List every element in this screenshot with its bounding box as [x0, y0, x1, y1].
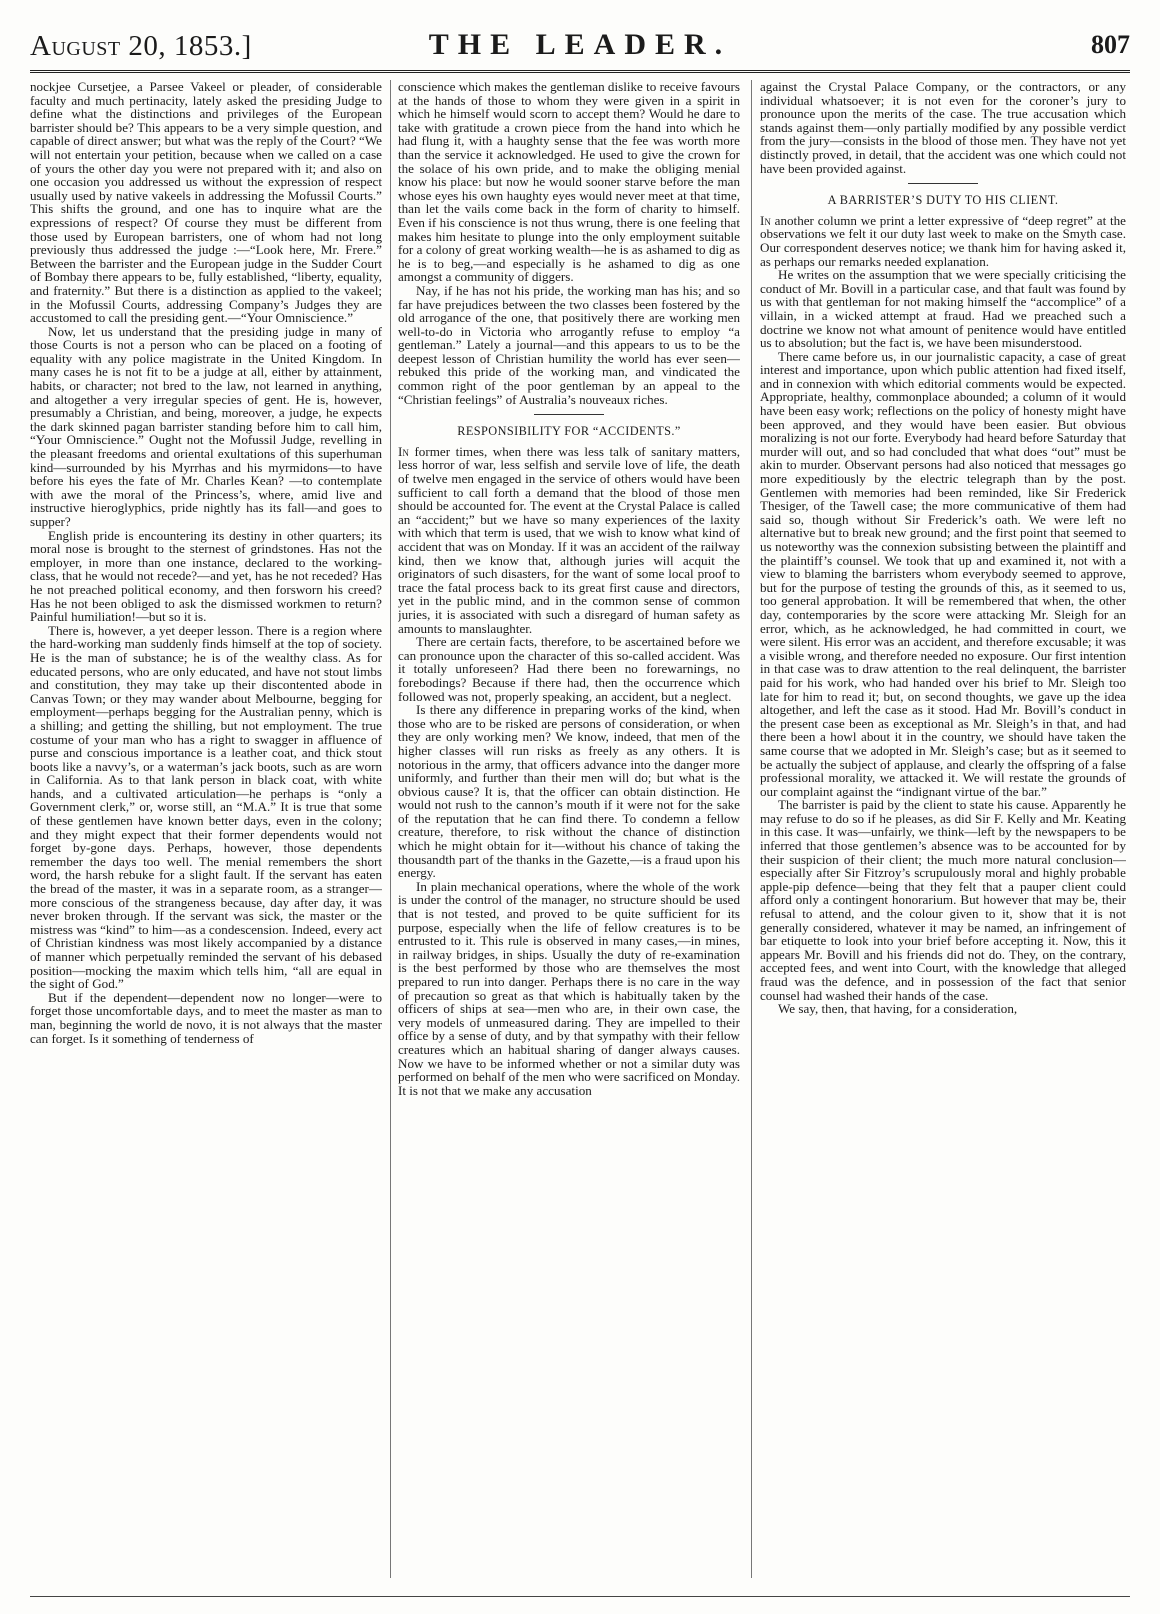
paragraph — [760, 214, 1126, 268]
paragraph: Nay, if he has not his pride, the working man has his; and so far have prejudices between the two classes been fostered by the old arrogance of the one, that positively there are working men well-to-do in Victoria who arrogantly refuse to employ “a gentleman.” Lately a journal—and this appears to us to be the deepest lesson of Christian humility the world has ever seen—rebuked this pride of the working man, and vindicated the common right of the poor gentleman by an appeal to the “Christian feelings” of Australia’s nouveaux riches. — [398, 282, 740, 407]
column-divider — [390, 80, 391, 1578]
paragraph: There came before us, in our journalistic capacity, a case of great interest and importance, upon which public attention had fixed itself, and in connexion with which editorial comments would be expected. Appropriate, healthy, commonplace abounded; a column of it would have been easy work; reflections on the policy of honesty might have been approved, and they would have been easier. But obvious moralizing is not our forte. Everybody had heard before Saturday that murder will out, and so had concluded that what does “out” must be akin to murder. Observant persons had also noticed that messages go more expeditiously by the electric telegraph than by the post. Gentlemen with memories had been reminded, like Sir Frederick Thesiger, of the Tawell case; the more communicative of them had said so, though without Sir Frederick’s oath. We were left no alternative but to break new ground; and the first point that seemed to us noteworthy was the connexion subsisting between the plaintiff and the plaintiff’s counsel. We took that up and examined it, not with a view to blaming the barristers whom everybody seemed to approve, but for the purpose of testing the grounds of this, as it seemed to us, too general approbation. It will be remembered that when, the other day, contemporaries by the score were attacking Mr. Sleigh for an error, which, as he acknowledged, he had committed in court, we were silent. His error was an accident, and therefore excusable; it was a visible wrong, and therefore needed no exposure. Our first intention in that case was to draw attention to the real delinquent, the barrister paid for his work, who had handed over his brief to Mr. Sleigh too late for him to read it; but, on second thoughts, we gave up the idea altogether, and left the case as it stood. Had Mr. Bovill’s conduct in the present case been as exceptional as Mr. Sleigh’s in that, and had there been a howl about it in the country, we should have taken the same course that we adopted in Mr. Sleigh’s case; but as it seemed to be actually the subject of applause, and clearly the offspring of a false professional morality, we attacked it. We will restate the grounds of our complaint against the “indignant virtue of the bar.” — [760, 348, 1126, 799]
paragraph — [398, 445, 740, 635]
paragraph: The barrister is paid by the client to state his cause. Apparently he may refuse to do so if he pleases, as did Sir F. Kelly and Mr. Keating in this case. It was—unfairly, we think—left by the newspapers to be inferred that those gentlemen’s absence was to be accounted for by their suspicion of their client; the much more natural conclusion—especially after Sir Fitzroy’s scrupulously moral and highly probable apple-pip defence—being that they felt that a pauper client could afford only a contingent honorarium. But however that may be, their refusal to attend, and the colour given to it, show that it is not generally considered, whatever it may be named, an infringement of bar etiquette to look into your brief before accepting it. Now, this it appears Mr. Bovill and his friends did not do. They, on the contrary, accepted fees, and went into Court, with the knowledge that alleged fraud was the defence, and in possession of the fact that senior counsel had washed their hands of the case. — [760, 797, 1126, 1003]
bottom-rule — [30, 1596, 1130, 1597]
paragraph: In plain mechanical operations, where the whole of the work is under the control of the manager, no structure should be used that is not tested, and proved to be quite sufficient for its purpose, especially when the life of fellow creatures is to be entrusted to it. This rule is observed in many cases,—in mines, in railway bridges, in ships. Usually the duty of re-examination is the best performed by those who are themselves the most prepared to run into danger. Perhaps there is no care in the way of precaution so great as that which is habitually taken by the officers of ships at sea—men who are, in their own case, the very models of unmeasured daring. They are impelled to their office by a sense of duty, and by that sympathy with their fellow creatures which an habitual sharing of danger always causes. Now we have to be informed whether or not a similar duty was performed on behalf of the men who were sacrificed on Monday. It is not that we make any accusation — [398, 878, 740, 1098]
issue-date: August 20, 1853.] — [30, 30, 252, 62]
column-2 — [398, 80, 740, 1578]
paragraph: But if the dependent—dependent now no longer—were to forget those uncomfortable days, and to meet the master as man to man, beginning the world de novo, it is not always that the master can forget. Is it something of tenderness of — [30, 989, 382, 1046]
paragraph: There is, however, a yet deeper lesson. There is a region where the hard-working man suddenly finds himself at the top of society. He is the man of substance; he is of the wealthy class. As for educated persons, who are only educated, and have not stout limbs and constitution, they may take up their discontented abode in Canvas Town; or they may wander about Melbourne, begging for employment—perhaps begging for the Australian penny, which is a shilling; and getting the shilling, but not employment. The true costume of your man who has a right to swagger in affluence of purse and conscious importance is a leather coat, and thick stout boots like a navvy’s, or a waterman’s jack boots, such as are worn in California. As to that lank person in black coat, with white hands, and a cultivated articulation—he perhaps is “only a Government clerk,” or, worse still, an “M.A.” It is true that some of these gentlemen have known better days, even in the colony; and they might expect that their former dependents would not forget by-gone days. Perhaps, however, those dependents remember the days too well. The menial remembers the short word, the harsh rebuke for a slight fault. If the servant has eaten the bread of the master, it was in a separate room, as a stranger—more conscious of the strangeness because, day after day, it was never broken through. If the servant was sick, the master or the mistress was “kind” to him—as a condescension. Indeed, every act of Christian kindness was most likely accompanied by a distance of manner which perpetually reminded the servant of his debased position—mocking the maxim which tells him, “all are equal in the sight of God.” — [30, 622, 382, 992]
paragraph: We say, then, that having, for a consideration, — [778, 1001, 1018, 1017]
paragraph: English pride is encountering its destiny in other quarters; its moral nose is brought to the sternest of grindstones. Has not the employer, in more than one instance, declared to the working-class, that he would not recede?—and yet, has he not receded? Has he not preached political economy, and then forsworn his creed? Has he not been obliged to ask the dismissed workmen to return? Painful humiliation!—but so it is. — [30, 527, 382, 625]
paragraph: Is there any difference in preparing works of the kind, when those who are to be risked are persons of consideration, or when they are only working men? We know, indeed, that men of the higher classes will run risks as freely as any others. It is notorious in the army, that officers advance into the danger more uniformly, and further than their men will do; but what is the obvious cause? It is, that the officer can obtain distinction. He would not rush to the cannon’s mouth if it were not for the sake of the reputation that he can find there. To condemn a fellow creature, therefore, to risk without the chance of distinction which he might obtain for it—without his chance of taking the thousandth part of the thanks in the Gazette,—is a fraud upon his energy. — [398, 702, 740, 881]
lead-word: In — [760, 212, 771, 228]
paragraph-text: former times, when there was less talk of sanitary matters, less horror of war, less selfish and servile love of life, the death of twelve men engaged in the service of others would have been sufficient to call forth a demand that the blood of those men should be accounted for. The event at the Crystal Palace is called an “accident;” but we have so many experiences of the laxity with which that term is used, that we wish to know what kind of accident that was on Monday. If it was an accident of the railway kind, then we know that, although juries will acquit the originators of such disasters, for the want of some local proof to trace the fatal process back to its great first cause and directors, yet in the public mind, and in the common sense of common juries, it is associated with such a disregard of human safety as amounts to manslaughter. — [398, 443, 740, 636]
column-3 — [760, 80, 1126, 1578]
section-divider — [534, 414, 604, 415]
paragraph: nockjee Cursetjee, a Parsee Vakeel or pleader, of considerable faculty and much pertinacity, lately asked the presiding Judge to define what the distinctions and privileges of the European barrister should be? This appears to be a very simple question, and capable of direct answer; but what was the reply of the Court? “We will not entertain your petition, because when we called on a case of yours the other day you were not prepared with it; and also on one occasion you addressed us without the expression of respect usually used by native vakeels in addressing the Mofussil Courts.” This shifts the ground, and one has to inquire what are the expressions of respect? Of course they must be different from those used by European barristers, one of whom had not long previously thus addressed the judge :—“Look here, Mr. Frere.” Between the barrister and the European judge in the Sudder Court of Bombay there appears to be, fully established, “liberty, equality, and fraternity.” But there is a distinction as applied to the vakeel; in the Mofussil Courts, addressing Company’s Judges they are accustomed to call the presiding gent.—“Your Omniscience.” — [30, 80, 382, 326]
paragraph: He writes on the assumption that we were specially criticising the conduct of Mr. Bovill in a particular case, and that fault was found by us with that gentleman for not making himself the “accomplice” of a villain, in a wicked attempt at fraud. Had we preached such a doctrine we know not what amount of penitence would have entitled us to absolution; but the fact is, we have been misunderstood. — [760, 267, 1126, 351]
masthead-rule — [30, 70, 1130, 73]
column-divider — [751, 80, 752, 1578]
column-1 — [30, 80, 382, 1578]
section-divider — [908, 183, 978, 184]
page-number: 807 — [1091, 30, 1130, 59]
paragraph: There are certain facts, therefore, to be ascertained before we can pronounce upon the character of this so-called accident. Was it totally unforeseen? Had there been no forewarnings, no forebodings? Because if there had, then the occurrence which followed was not, properly speaking, an accident, but a neglect. — [398, 634, 740, 704]
paragraph: Now, let us understand that the presiding judge in many of those Courts is not a person who can be placed on a footing of equality with any police magistrate in the United Kingdom. In many cases he is not fit to be a judge at all, either by attainment, habits, or character; not bred to the law, not learned in anything, and altogether a very irregular species of gent. He is, however, presumably a Christian, and being, moreover, a judge, he expects the dark skinned pagan barrister standing before him to call him, “Your Omniscience.” Ought not the Mofussil Judge, revelling in the pleasant freedoms and oriental exultations of this superhuman kind—surrounded by his Myrrhas and his myrmidons—to have before his eyes the fate of Mr. Charles Kean? —to contemplate with awe the moral of the Princess’s, where, amid live and instructive hieroglyphics, pride nightly has its fall—and goes to supper? — [30, 323, 382, 529]
newspaper-title: THE LEADER. — [428, 28, 732, 61]
article-heading: A BARRISTER’S DUTY TO HIS CLIENT. — [827, 193, 1059, 208]
lead-word: In — [398, 443, 409, 459]
paragraph: conscience which makes the gentleman dislike to receive favours at the hands of those to whom they were given in a spirit in which he himself would scorn to accept them? Would he dare to take with gratitude a crown piece from the hand into which he had flung it, with a haughty sense that the fee was worth more than the service it acknowledged. He used to give the crown for the solace of his own pride, and to make the obliging menial know his place: but now he would sooner starve before the man whose eyes his own haughty eyes would never meet at that time, than let the vails come back in the form of charity to himself. Even if his conscience is not thus wrung, there is one feeling that makes him hesitate to plunge into the only employment suitable for a colony of great working wealth—he is as ashamed to dig as he is to beg,—and especially is he ashamed to dig as one amongst a community of diggers. — [398, 80, 740, 285]
paragraph: against the Crystal Palace Company, or the contractors, or any individual whatsoever; it is not even for the coroner’s jury to pronounce upon the merits of the case. The true accusation which stands against them—only partially modified by any possible verdict from the jury—consists in the blood of those men. They have not yet distinctly proved, in detail, that the accident was one which could not have been provided against. — [760, 80, 1126, 176]
paragraph-text: another column we print a letter expressive of “deep regret” at the observations we felt it our duty last week to make on the Smyth case. Our correspondent deserves notice; we thank him for having asked it, as perhaps our remarks needed explanation. — [760, 212, 1126, 269]
masthead — [30, 24, 1130, 68]
article-heading: RESPONSIBILITY FOR “ACCIDENTS.” — [457, 424, 681, 439]
